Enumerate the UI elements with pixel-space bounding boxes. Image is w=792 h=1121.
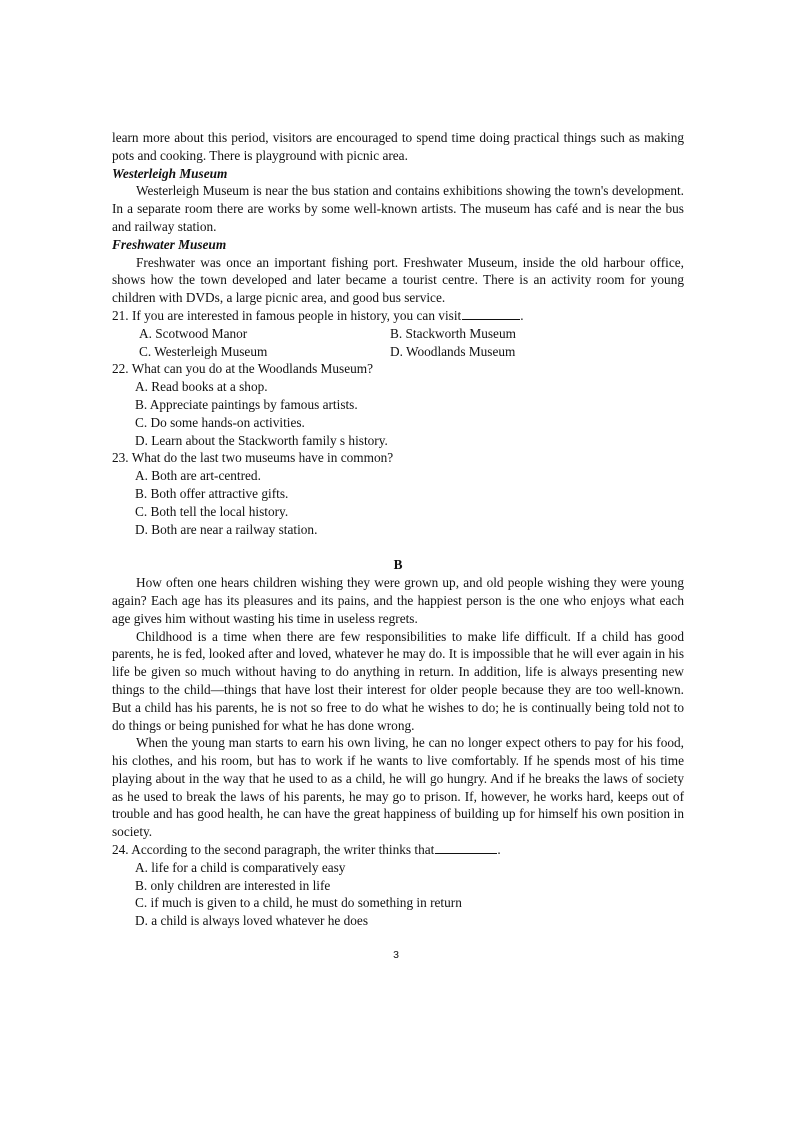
answer-blank [462, 307, 520, 320]
option-b: B. Appreciate paintings by famous artists. [135, 396, 358, 412]
freshwater-paragraph: Freshwater was once an important fishing port. Freshwater Museum, inside the old harbour office, shows how the town developed and later became a tourist centre. There is an activity room for young children with DVDs, a large picnic area, and good bus service. [112, 254, 684, 306]
question-24-stem: 24. According to the second paragraph, the writer thinks that [112, 842, 435, 858]
option-row [112, 325, 684, 343]
question-21-stem: 21. If you are interested in famous people in history, you can visit [112, 307, 462, 323]
freshwater-heading: Freshwater Museum [112, 236, 227, 252]
passage-b-paragraph-1: How often one hears children wishing they were grown up, and old people wishing they were young again? Each age has its pleasures and its pains, and the happiest person is the one who enjoys what each age gives him without wasting his time in useless regrets. [112, 575, 684, 626]
question-24 [112, 841, 684, 930]
question-21 [112, 307, 684, 360]
option-d: D. Both are near a railway station. [135, 521, 318, 537]
question-21-end: . [520, 307, 524, 323]
page-number: 3 [393, 949, 399, 961]
question-22-stem: 22. What can you do at the Woodlands Museum? [112, 361, 374, 377]
option-b: B. only children are interested in life [135, 877, 331, 893]
answer-blank [435, 841, 497, 854]
option-d: D. Woodlands Museum [390, 343, 516, 359]
option-c: C. Westerleigh Museum [139, 343, 268, 359]
option-c: C. Do some hands-on activities. [135, 414, 305, 430]
section-gap [112, 538, 684, 556]
question-24-end: . [497, 842, 501, 858]
document-page [112, 129, 684, 930]
question-23 [112, 449, 684, 538]
westerleigh-paragraph: Westerleigh Museum is near the bus station and contains exhibitions showing the town's development. In a separate room there are works by some well-known artists. The museum has café and is near the bus and railway station. [112, 183, 684, 234]
option-a: A. Scotwood Manor [139, 325, 248, 341]
option-d: D. Learn about the Stackworth family s history. [135, 432, 388, 448]
option-c: C. Both tell the local history. [135, 503, 289, 519]
option-a: A. life for a child is comparatively easy [135, 859, 346, 875]
question-22 [112, 360, 684, 449]
option-row [112, 343, 684, 361]
westerleigh-heading: Westerleigh Museum [112, 165, 228, 181]
intro-tail-paragraph: learn more about this period, visitors are encouraged to spend time doing practical things such as making pots and cooking. There is playground with picnic area. [112, 130, 684, 163]
option-c: C. if much is given to a child, he must do something in return [135, 895, 462, 911]
option-b: B. Stackworth Museum [390, 325, 516, 341]
question-stem [112, 841, 684, 859]
passage-b-paragraph-2: Childhood is a time when there are few responsibilities to make life difficult. If a child has good parents, he is fed, looked after and loved, whatever he may do. It is impossible that he will ever again in his life be given so much without having to do anything in return. In addition, life is always presenting new things to the child—things that have lost their interest for older people because they are too well-known. But a child has his parents, he is not so free to do what he wishes to do; he is continually being told not to do things or being punished for what he has done wrong. [112, 628, 684, 733]
option-a: A. Both are art-centred. [135, 468, 261, 484]
option-b: B. Both offer attractive gifts. [135, 485, 289, 501]
option-a: A. Read books at a shop. [135, 379, 268, 395]
option-d: D. a child is always loved whatever he does [135, 913, 368, 929]
question-stem [112, 307, 684, 325]
passage-b-paragraph-3: When the young man starts to earn his own living, he can no longer expect others to pay for his food, his clothes, and his room, but has to work if he wants to live comfortably. If he spends most of his time playing about in the way that he used to as a child, he will go hungry. And if he breaks the laws of society as he used to break the laws of his parents, he may go to prison. If, however, he works hard, keeps out of trouble and has good health, he can have the great happiness of building up for himself his own position in society. [112, 735, 684, 840]
passage-b-label: B [393, 557, 403, 573]
question-23-stem: 23. What do the last two museums have in common? [112, 450, 394, 466]
